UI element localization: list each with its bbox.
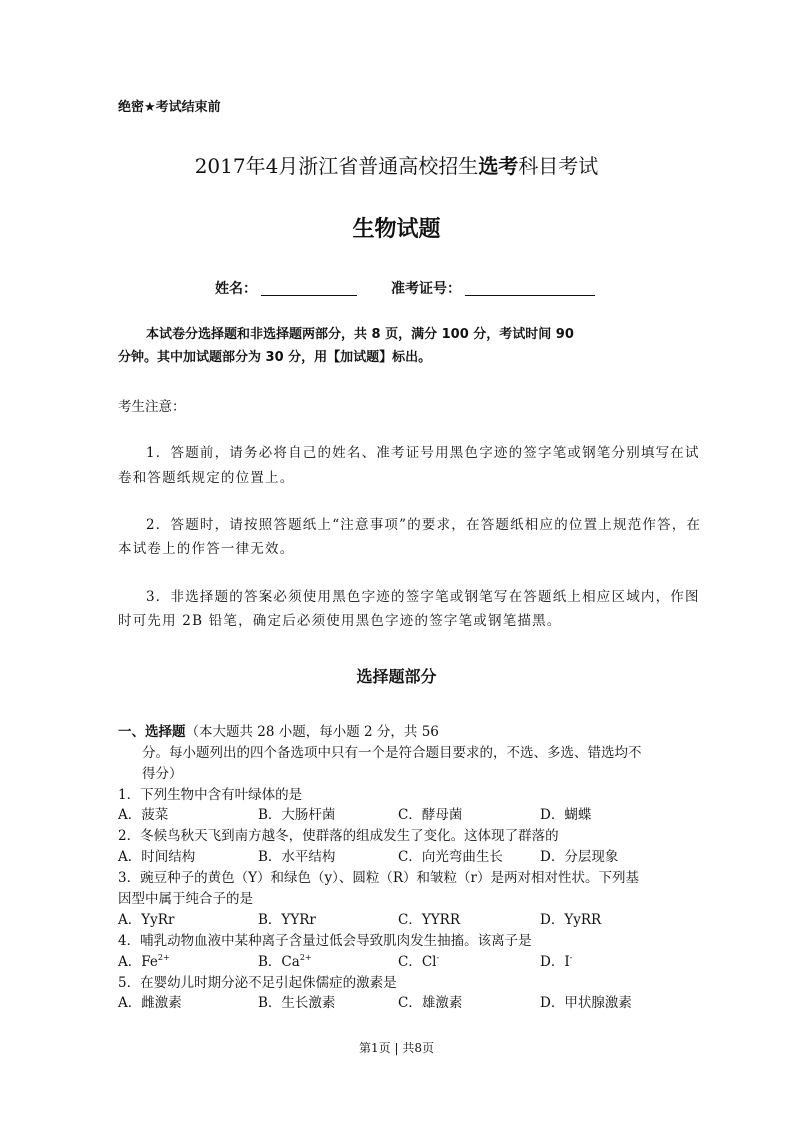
confidential-label: 绝密★考试结束前: [118, 100, 221, 115]
option-d: D．蝴蝶: [540, 807, 592, 823]
id-field[interactable]: [391, 279, 595, 299]
option-text: A．Fe: [118, 954, 158, 970]
exam-title-highlight: 选考: [478, 154, 519, 178]
charge: 2+: [157, 953, 170, 962]
name-label: 姓名：: [215, 281, 257, 297]
notice-item: 2．答题时，请按照答题纸上“注意事项”的要求，在答题纸相应的位置上规范作答，在: [146, 517, 702, 533]
option-c: [398, 952, 439, 972]
question-stem: 2．冬候鸟秋天飞到南方越冬，使群落的组成发生了变化。这体现了群落的: [118, 828, 559, 844]
option-text: C．Cl: [398, 954, 437, 970]
subject-title: 生物试题: [352, 217, 441, 242]
option-a: A．雌激素: [118, 995, 182, 1011]
charge: 2+: [299, 953, 312, 962]
section-label: 一、选择题: [118, 724, 186, 740]
notice-item: 时可先用 2B 铅笔，确定后必须使用黑色字迹的签字笔或钢笔描黑。: [118, 613, 562, 629]
option-b: B．大肠杆菌: [258, 807, 336, 823]
page-footer: 第1页 | 共8页: [359, 1041, 434, 1055]
option-text: D．I: [540, 954, 570, 970]
option-a: A．时间结构: [118, 849, 196, 865]
option-b: B．水平结构: [258, 849, 336, 865]
notice-item: 3．非选择题的答案必须使用黑色字迹的签字笔或钢笔写在答题纸上相应区域内，作图: [146, 589, 700, 605]
section-desc: （本大题共 28 小题，每小题 2 分，共 56: [185, 724, 439, 740]
question-stem: 因型中属于纯合子的是: [118, 891, 253, 907]
option-d: D．YyRR: [540, 912, 602, 928]
notice-item: 1．答题前，请务必将自己的姓名、准考证号用黑色字迹的签字笔或钢笔分别填写在试: [146, 445, 700, 461]
option-c: C．YYRR: [398, 912, 460, 928]
name-field[interactable]: [215, 279, 357, 299]
option-a: A．菠菜: [118, 807, 169, 823]
option-b: [258, 952, 312, 972]
part-title: 选择题部分: [356, 667, 437, 686]
exam-title: [0, 153, 793, 179]
option-b: B．生长激素: [258, 995, 336, 1011]
option-a: A．YyRr: [118, 912, 175, 928]
option-c: C．雄激素: [398, 995, 463, 1011]
question-stem: 3．豌豆种子的黄色（Y）和绿色（y）、圆粒（R）和皱粒（r）是两对相对性状。下列基: [118, 870, 639, 886]
notice-item: 本试卷上的作答一律无效。: [118, 541, 295, 557]
option-d: D．甲状腺激素: [540, 995, 632, 1011]
section-desc: 得分）: [142, 766, 183, 782]
id-label: 准考证号：: [391, 281, 461, 297]
option-c: C．酵母菌: [398, 807, 463, 823]
option-d: [540, 952, 572, 972]
option-d: D．分层现象: [540, 849, 619, 865]
section-desc: 分。每小题列出的四个备选项中只有一个是符合题目要求的，不选、多选、错选均不: [142, 745, 642, 761]
charge: -: [569, 953, 573, 962]
intro-line: 本试卷分选择题和非选择题两部分，共 8 页，满分 100 分，考试时间 90: [146, 327, 574, 342]
exam-title-part: 科目考试: [518, 154, 599, 178]
notice-item: 卷和答题纸规定的位置上。: [118, 470, 295, 486]
exam-title-part: 2017年4月浙江省普通高校招生: [194, 154, 479, 178]
option-a: [118, 952, 170, 972]
notice-heading: 考生注意：: [118, 399, 186, 415]
option-c: C．向光弯曲生长: [398, 849, 503, 865]
question-stem: 5．在婴幼儿时期分泌不足引起侏儒症的激素是: [118, 975, 397, 991]
question-stem: 1．下列生物中含有叶绿体的是: [118, 787, 303, 803]
intro-line: 分钟。其中加试题部分为 30 分，用【加试题】标出。: [118, 350, 432, 365]
question-stem: 4．哺乳动物血液中某种离子含量过低会导致肌肉发生抽搐。该离子是: [118, 933, 532, 949]
option-text: B．Ca: [258, 954, 300, 970]
option-b: B．YYRr: [258, 912, 316, 928]
id-blank[interactable]: [465, 281, 595, 296]
section-heading: [118, 722, 439, 742]
charge: -: [436, 953, 440, 962]
name-blank[interactable]: [261, 281, 357, 296]
